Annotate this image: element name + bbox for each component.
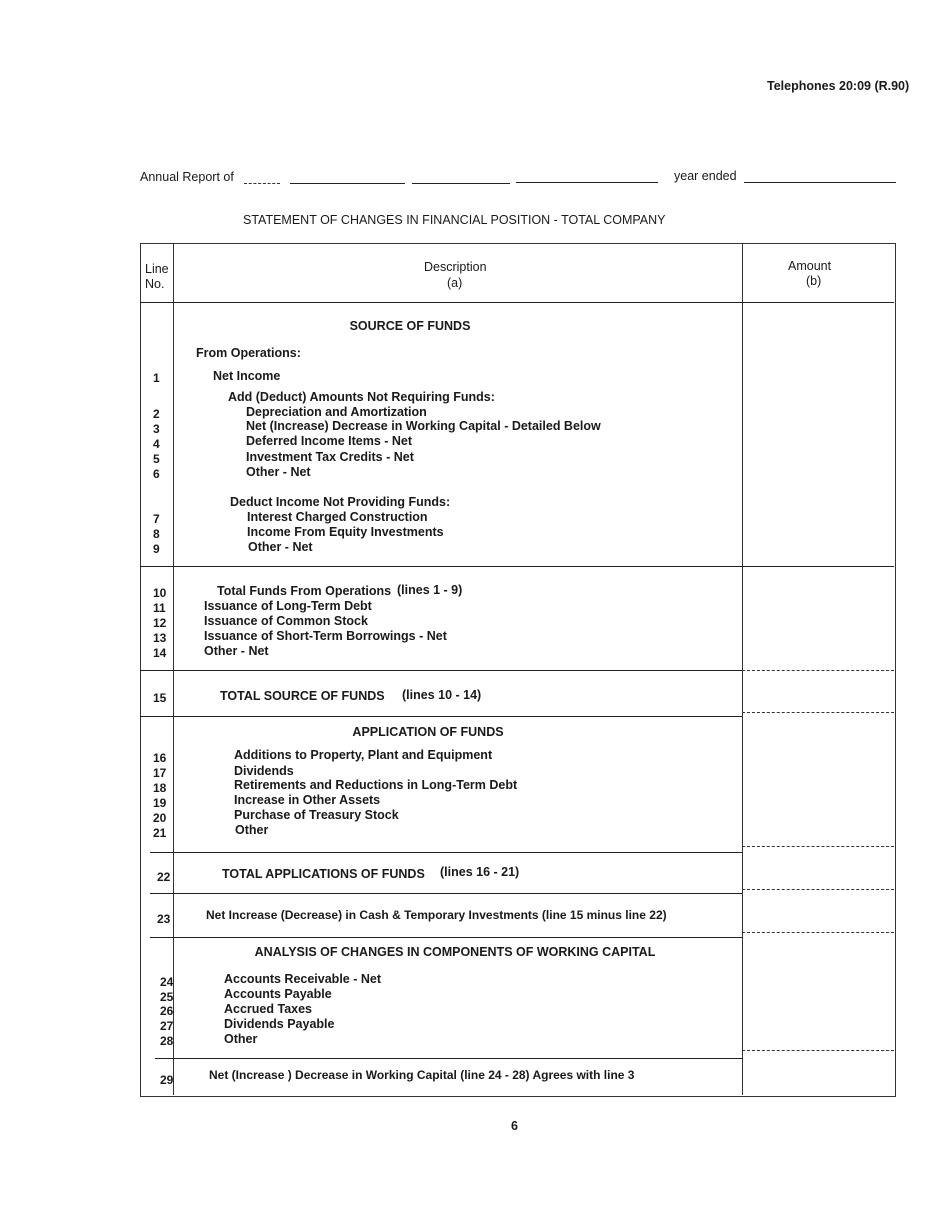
line-12-no: 12 [153,616,167,630]
line-4-desc: Deferred Income Items - Net [246,434,413,448]
line-8-no: 8 [153,527,160,541]
line-14-desc: Other - Net [204,644,269,658]
line-18-no: 18 [153,781,167,795]
line-2-desc: Depreciation and Amortization [246,405,427,419]
line-11-no: 11 [153,601,166,615]
col-description-2: (a) [447,276,463,290]
line-24-no: 24 [160,975,174,989]
col-line-no-1: Line [145,262,169,276]
line-29-no: 29 [160,1073,174,1087]
line-22-no: 22 [157,870,171,884]
line-26-no: 26 [160,1004,174,1018]
line-12-desc: Issuance of Common Stock [204,614,368,628]
page-number: 6 [511,1119,518,1133]
form-id: Telephones 20:09 (R.90) [767,79,910,93]
line-23-no: 23 [157,912,171,926]
line-16-desc: Additions to Property, Plant and Equipment [234,748,493,762]
line-7-no: 7 [153,512,160,526]
deduct-income-label: Deduct Income Not Providing Funds: [230,495,451,509]
amount-rule-after-23 [742,932,894,933]
line-10-no: 10 [153,586,167,600]
line-24-desc: Accounts Receivable - Net [224,972,381,986]
line-15-desc: TOTAL SOURCE OF FUNDS [220,689,385,703]
line-21-desc: Other [235,823,269,837]
annual-report-field-2[interactable] [290,183,405,184]
line-6-no: 6 [153,467,160,481]
line-27-desc: Dividends Payable [224,1017,335,1031]
line-20-no: 20 [153,811,167,825]
line-2-no: 2 [153,407,160,421]
year-ended-label: year ended [674,169,737,183]
rule-after-21 [150,852,742,853]
col-line-no-2: No. [145,277,165,291]
line-9-no: 9 [153,542,160,556]
line-1-desc: Net Income [213,369,281,383]
amount-rule-after-21 [742,846,894,847]
line-15-no: 15 [153,691,167,705]
line-1-no: 1 [153,371,160,385]
line-20-desc: Purchase of Treasury Stock [234,808,399,822]
rule-after-28 [155,1058,742,1059]
amount-rule-after-22 [742,889,894,890]
line-27-no: 27 [160,1019,174,1033]
annual-report-field-1[interactable] [244,183,280,184]
year-ended-field[interactable] [744,182,896,183]
from-operations-label: From Operations: [196,346,301,360]
line-13-no: 13 [153,631,167,645]
line-23-desc: Net Increase (Decrease) in Cash & Temporary Investments (line 15 minus line 22) [206,908,667,922]
col-description-1: Description [424,260,487,274]
line-10-ref: (lines 1 - 9) [397,583,463,597]
annual-report-label: Annual Report of [140,170,234,184]
line-14-no: 14 [153,646,167,660]
line-11-desc: Issuance of Long-Term Debt [204,599,372,613]
line-22-ref: (lines 16 - 21) [440,865,520,879]
col-amount-1: Amount [788,259,832,273]
line-3-no: 3 [153,422,160,436]
amount-rule-after-28 [742,1050,894,1051]
line-6-desc: Other - Net [246,465,311,479]
line-26-desc: Accrued Taxes [224,1002,313,1016]
statement-title: STATEMENT OF CHANGES IN FINANCIAL POSITION - TOTAL COMPANY [243,213,666,227]
rule-after-15 [140,716,742,717]
line-4-no: 4 [153,437,160,451]
line-5-desc: Investment Tax Credits - Net [246,450,414,464]
line-10-desc: Total Funds From Operations [217,584,392,598]
line-29-desc: Net (Increase ) Decrease in Working Capital (line 24 - 28) Agrees with line 3 [209,1068,635,1082]
annual-report-field-4[interactable] [516,182,658,183]
line-28-desc: Other [224,1032,258,1046]
amount-divider [742,243,743,1095]
line-25-desc: Accounts Payable [224,987,332,1001]
source-title: SOURCE OF FUNDS [349,319,471,333]
analysis-title: ANALYSIS OF CHANGES IN COMPONENTS OF WORKING CAPITAL [254,945,656,959]
application-title: APPLICATION OF FUNDS [352,725,504,739]
line-3-desc: Net (Increase) Decrease in Working Capital - Detailed Below [246,419,601,433]
amount-rule-after-15 [742,712,894,713]
line-19-no: 19 [153,796,167,810]
line-16-no: 16 [153,751,167,765]
line-19-desc: Increase in Other Assets [234,793,381,807]
rule-after-14 [140,670,742,671]
add-deduct-label: Add (Deduct) Amounts Not Requiring Funds: [228,390,495,404]
line-no-divider [173,243,174,1095]
line-17-no: 17 [153,766,167,780]
line-15-ref: (lines 10 - 14) [402,688,482,702]
rule-after-23 [150,937,742,938]
col-amount-2: (b) [806,274,822,288]
line-18-desc: Retirements and Reductions in Long-Term Debt [234,778,518,792]
line-22-desc: TOTAL APPLICATIONS OF FUNDS [222,867,425,881]
line-17-desc: Dividends [234,764,294,778]
line-13-desc: Issuance of Short-Term Borrowings - Net [204,629,447,643]
amount-rule-after-14 [742,670,894,671]
line-21-no: 21 [153,826,167,840]
line-7-desc: Interest Charged Construction [247,510,428,524]
line-25-no: 25 [160,990,174,1004]
line-8-desc: Income From Equity Investments [247,525,444,539]
line-5-no: 5 [153,452,160,466]
header-rule [140,302,894,303]
annual-report-field-3[interactable] [412,183,510,184]
line-9-desc: Other - Net [248,540,313,554]
rule-after-9 [140,566,894,567]
line-28-no: 28 [160,1034,174,1048]
rule-after-22 [150,893,742,894]
